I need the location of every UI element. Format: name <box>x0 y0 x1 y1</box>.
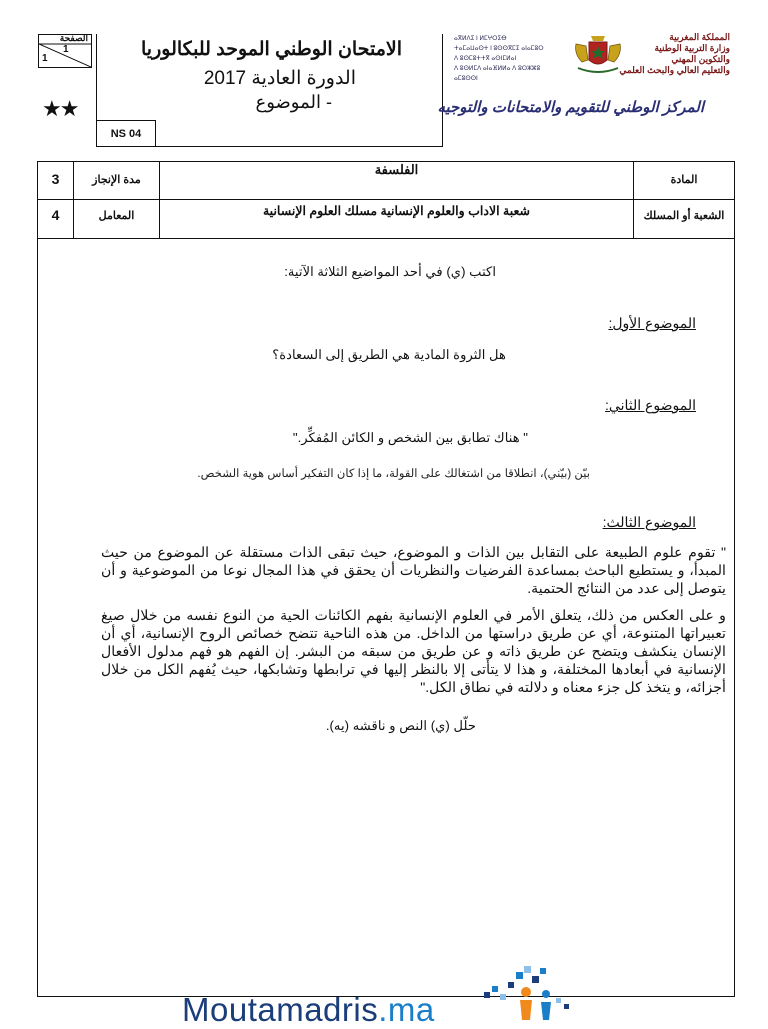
page-number-box <box>38 34 92 68</box>
center-name: المركز الوطني للتقويم والامتحانات والتوجيه <box>437 99 704 116</box>
subject-label: المادة <box>670 174 698 186</box>
topic-1-heading: الموضوع الأول: <box>608 315 696 331</box>
subject-table <box>37 161 735 239</box>
ministry-line: والتعليم العالي والبحث العلمي <box>619 65 730 75</box>
exam-code: NS 04 <box>97 120 156 147</box>
topic-3-task: حلّل (ي) النص و ناقشه (يه). <box>325 718 476 733</box>
amazigh-line: ⴷ ⵓⵙⵎⵓⵜⵜⴳ ⴰⵙⵏⵎⵍⴰⵏ <box>454 56 517 62</box>
ministry-line: وزارة التربية الوطنية <box>654 43 730 53</box>
page-label: الصفحة <box>59 33 88 43</box>
site-logo-text <box>182 991 435 1029</box>
amazigh-line: ⵜⴰⵎⴰⵡⴰⵙⵜ ⵏ ⵓⵙⵙⴳⵎⵉ ⴰⵏⴰⵎⵓⵔ <box>454 46 544 52</box>
ministry-line: المملكة المغربية <box>669 32 730 42</box>
page-current: 1 <box>63 44 69 55</box>
exam-session: الدورة العادية 2017 <box>203 68 356 89</box>
page-total: 1 <box>42 53 48 64</box>
subject-value: الفلسفة <box>374 162 419 177</box>
topic-3-heading: الموضوع الثالث: <box>602 514 696 530</box>
topic-3-text-paragraph-2: و على العكس من ذلك، يتعلق الأمر في العلوم الإنسانية بفهم الكائنات الحية من النوع نفسه من خلال صيغ تعبيراتها المتنوعة، أي عن طريق دراستها من الداخل. من هذه الناحية تتضح خصائص الروح الإنسانية، أي أن الإنسان ينكشف ويتضح عن طريق ذاته و عن طريق من سبقه من البشر. إن الفهم هو فهم مدلول الأفعال الإنسانية في أبعادها المختلفة، و هذا لا يتأتى إلا بالنظر إليها في ترابطها وتشابكها، حيث يُفهم الكل من خلال أجزائه، و يتخذ كل جزء معناه و دلالته في نطاق الكل." <box>101 608 726 696</box>
instruction: اكتب (ي) في أحد المواضيع الثلاثة الآتية: <box>284 264 496 279</box>
topic-3-text-paragraph-1: " تقوم علوم الطبيعة على التقابل بين الذات و الموضوع، حيث تبقى الذات مستقلة عن الموضوع من حيث المبدأ، و يستطيع الباحث بمساعدة الفرضيات والنظريات أن يحقق في هذا المجال نوعا من الموضوعية و أن يتوصل إلى عدد من النتائج الحتمية. <box>101 545 726 597</box>
amazigh-line: ⴷ ⵓⵙⵍⵎⴷ ⴰⵏⴰⴼⵍⵍⴰ ⴷ ⵓⵔⵣⵣⵓ ⴰⵎⵓⵙⵙⵏ <box>454 66 541 82</box>
topic-2-heading: الموضوع الثاني: <box>605 397 696 413</box>
topic-2-task: بيّن (بيّني)، انطلاقا من اشتغالك على القولة، ما إذا كان التفكير أساس هوية الشخص. <box>197 467 590 480</box>
logo-domain: .ma <box>378 991 435 1028</box>
coefficient-label: المعامل <box>98 210 135 222</box>
amazigh-line: ⴰⴳⵍⴷⵉ ⵏ ⵍⵎⵖⵔⵉⴱ <box>454 36 507 42</box>
topic-1-question: هل الثروة المادية هي الطريق إلى السعادة؟ <box>272 347 506 362</box>
exam-title-box <box>96 34 443 147</box>
track-label: الشعبة أو المسلك <box>643 210 725 222</box>
coefficient-value: 4 <box>51 207 60 223</box>
exam-title: الامتحان الوطني الموحد للبكالوريا <box>141 39 402 60</box>
track-value: شعبة الاداب والعلوم الإنسانية مسلك العلوم الإنسانية <box>262 204 531 218</box>
value-column <box>38 162 74 238</box>
label-column <box>74 162 160 238</box>
topic-2-quote: " هناك تطابق بين الشخص و الكائن المُفكِّر." <box>292 430 528 445</box>
amazigh-ministry-text <box>454 34 560 84</box>
logo-wordmark: Moutamadris <box>182 991 379 1028</box>
subject-column <box>160 162 634 238</box>
ministry-line: والتكوين المهني <box>671 54 730 64</box>
ministry-name <box>595 32 730 76</box>
site-logo-graphic-icon <box>480 962 580 1024</box>
star-rating: ★★ <box>42 96 78 121</box>
header-column <box>634 162 734 238</box>
duration-value: 3 <box>51 171 60 187</box>
subject-caption: - الموضوع <box>255 92 332 112</box>
duration-label: مدة الإنجاز <box>92 174 141 186</box>
